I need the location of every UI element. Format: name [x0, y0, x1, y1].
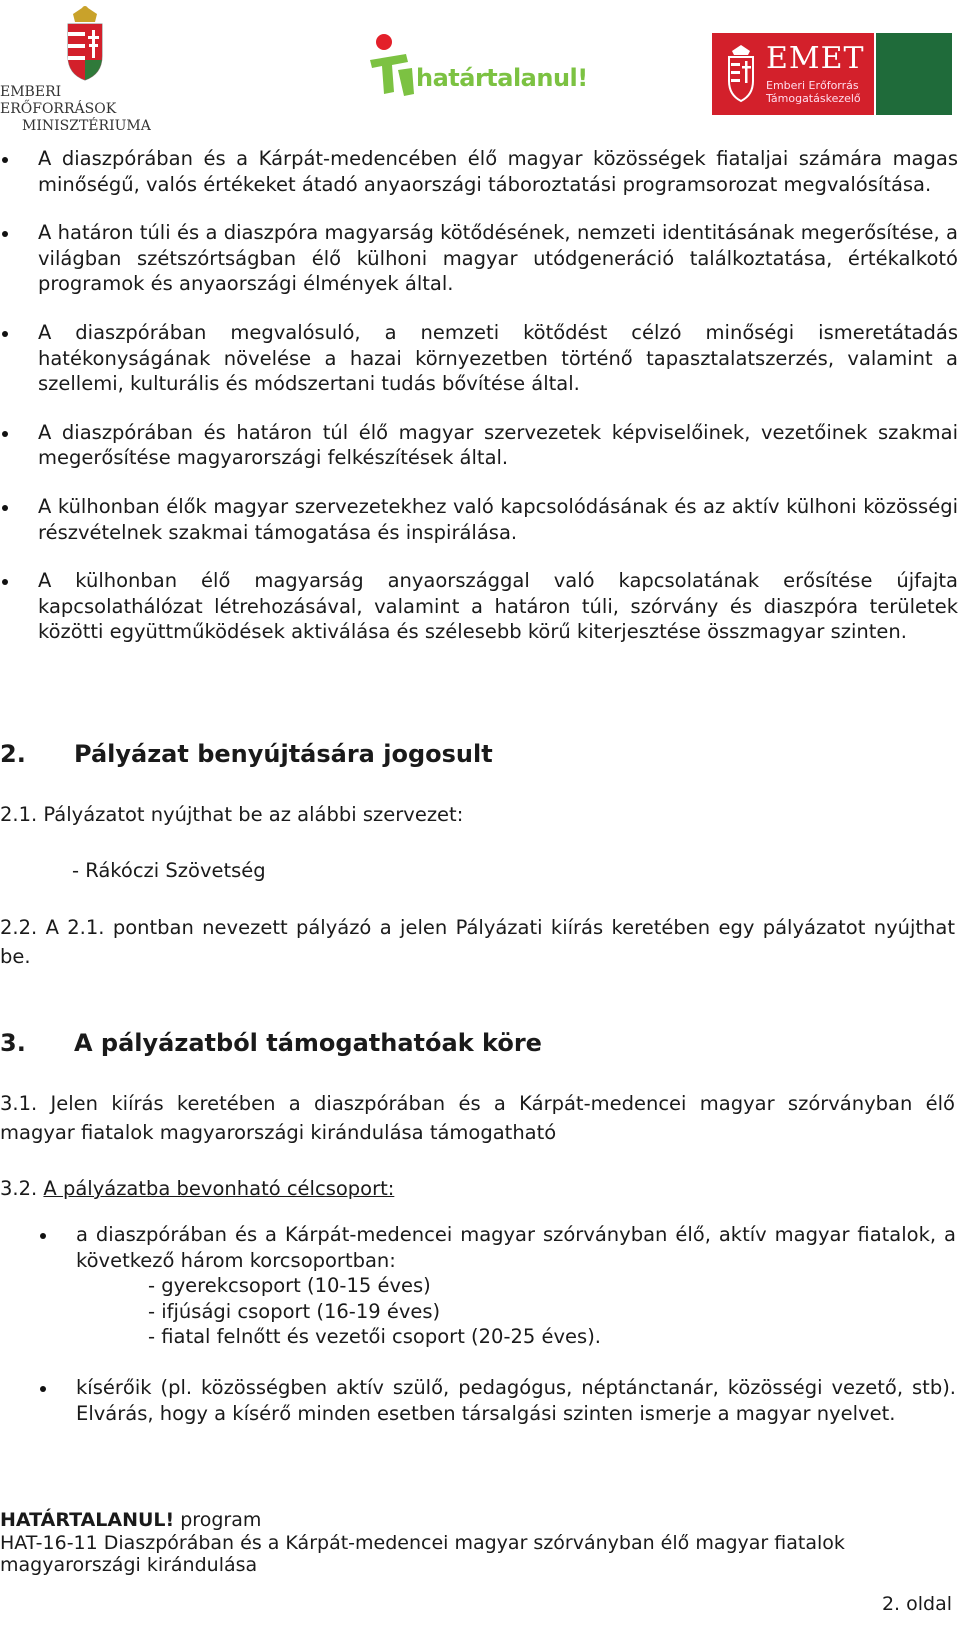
- objectives-list: [0, 146, 960, 668]
- eligible-organization: - Rákóczi Szövetség: [72, 859, 266, 882]
- list-item-text: A külhonban élő magyarság anyaországgal való kapcsolatának erősítése újfajta kapcsolathálózat létrehozásával, valamint a határon túli, szórvány és diaszpóra területek közötti együttműködések aktiválása és szélesebb körű kiterjesztése összmagyar szinten.: [38, 569, 958, 644]
- section-2-heading: [0, 740, 493, 768]
- emet-sub-line-1: Emberi Erőforrás: [766, 79, 859, 92]
- bullet-icon: [2, 505, 8, 511]
- list-item: [0, 220, 958, 297]
- bullet-icon: [2, 431, 8, 437]
- footer-program: [0, 1509, 960, 1532]
- list-item-text: a diaszpórában és a Kárpát-medencei magyar szórványban élő, aktív magyar fiatalok, a következő három korcsoportban:: [76, 1223, 956, 1272]
- footer-call-title: HAT-16-11 Diaszpórában és a Kárpát-medencei magyar szórványban élő magyar fiatalok: [0, 1531, 845, 1554]
- ministry-logo: [0, 2, 175, 134]
- section-number: 2.: [0, 740, 26, 768]
- section-title: A pályázatból támogathatóak köre: [74, 1029, 542, 1057]
- section-3-2: [0, 1174, 955, 1203]
- emet-logo: [712, 33, 952, 115]
- section-3-1: 3.1. Jelen kiírás keretében a diaszpórában és a Kárpát-medencei magyar szórványban élő magyar fiatalok magyarországi kirándulása támogatható: [0, 1092, 955, 1144]
- bullet-icon: [2, 579, 8, 585]
- emet-subtitle: [766, 79, 872, 105]
- bullet-icon: [2, 157, 8, 163]
- age-group: - ifjúsági csoport (16-19 éves): [148, 1299, 441, 1323]
- emet-green-panel: [876, 33, 952, 115]
- list-item: [0, 320, 958, 397]
- section-2-1: 2.1. Pályázatot nyújthat be az alábbi szervezet:: [0, 803, 464, 826]
- list-item-text: A diaszpórában és a Kárpát-medencében élő magyar közösségek fiataljai számára magas minőségű, valós értékeket átadó anyaországi táboroztatási programsorozat megvalósítása.: [38, 147, 958, 196]
- age-group: - gyerekcsoport (10-15 éves): [148, 1274, 431, 1298]
- list-item-text: A külhonban élők magyar szervezetekhez való kapcsolódásának és az aktív külhoni közösségi részvételnek szakmai támogatása és inspirálása.: [38, 494, 958, 544]
- list-item: [0, 1375, 956, 1426]
- program-logo-text: határtalanul!: [416, 64, 588, 92]
- ministry-line-1: EMBERI ERŐFORRÁSOK: [0, 84, 117, 117]
- emet-red-panel: [712, 33, 874, 115]
- list-item-text: A diaszpórában megvalósuló, a nemzeti kötődést célzó minőségi ismeretátadás hatékonyságának növelése a hazai környezetben történő tapasztalatszerzés, valamint a szellemi, kulturális és módszertani tudás bővítése által.: [38, 320, 958, 396]
- emet-coat-of-arms-icon: [726, 43, 756, 103]
- hungarian-coat-of-arms-icon: [60, 4, 110, 82]
- target-group-list: [0, 1222, 960, 1426]
- section-3-2-number: 3.2.: [0, 1177, 44, 1200]
- age-group: - fiatal felnőtt és vezetői csoport (20-25 éves).: [148, 1325, 602, 1349]
- emet-sub-line-2: Támogatáskezelő: [766, 92, 861, 105]
- hatartalanul-logo: [366, 30, 586, 110]
- section-number: 3.: [0, 1029, 26, 1057]
- list-item-text: A diaszpórában és határon túl élő magyar szervezetek képviselőinek, vezetőinek szakmai megerősítése magyarországi felkészítések által.: [38, 420, 958, 470]
- list-item: [0, 420, 958, 471]
- bullet-icon: [40, 1233, 46, 1239]
- bullet-icon: [2, 331, 8, 337]
- list-item-text: A határon túli és a diaszpóra magyarság kötődésének, nemzeti identitásának megerősítése, a világban szétszórtságban élő külhoni magyar utódgeneráció találkoztatása, értékalkotó programok és anyaországi élmények által.: [38, 221, 958, 296]
- list-item: [0, 146, 958, 197]
- header-logos: [0, 0, 960, 134]
- ministry-line-2: MINISZTÉRIUMA: [22, 118, 151, 134]
- section-3-heading: [0, 1029, 542, 1057]
- bullet-icon: [2, 231, 8, 237]
- list-item: [0, 568, 958, 645]
- footer-program-name: HATÁRTALANUL!: [0, 1509, 175, 1531]
- target-group-heading: A pályázatba bevonható célcsoport:: [43, 1177, 395, 1200]
- list-item-text: kísérőik (pl. közösségben aktív szülő, pedagógus, néptánctanár, közösségi vezető, stb). Elvárás, hogy a kísérő minden esetben társalgási szinten ismerje a magyar nyelvet.: [76, 1375, 956, 1425]
- list-item: [0, 1222, 956, 1350]
- page-footer: [0, 1509, 960, 1577]
- section-2-2: 2.2. A 2.1. pontban nevezett pályázó a jelen Pályázati kiírás keretében egy pályázatot nyújthat be.: [0, 916, 955, 968]
- emet-title: EMET: [766, 41, 865, 76]
- ministry-name: [0, 84, 175, 135]
- bullet-icon: [40, 1386, 46, 1392]
- list-item: [0, 494, 958, 545]
- page-number: 2. oldal: [881, 1593, 952, 1615]
- footer-call-title-cont: magyarországi kirándulása: [0, 1554, 258, 1576]
- section-title: Pályázat benyújtására jogosult: [74, 740, 493, 768]
- footer-program-suffix: program: [174, 1509, 262, 1531]
